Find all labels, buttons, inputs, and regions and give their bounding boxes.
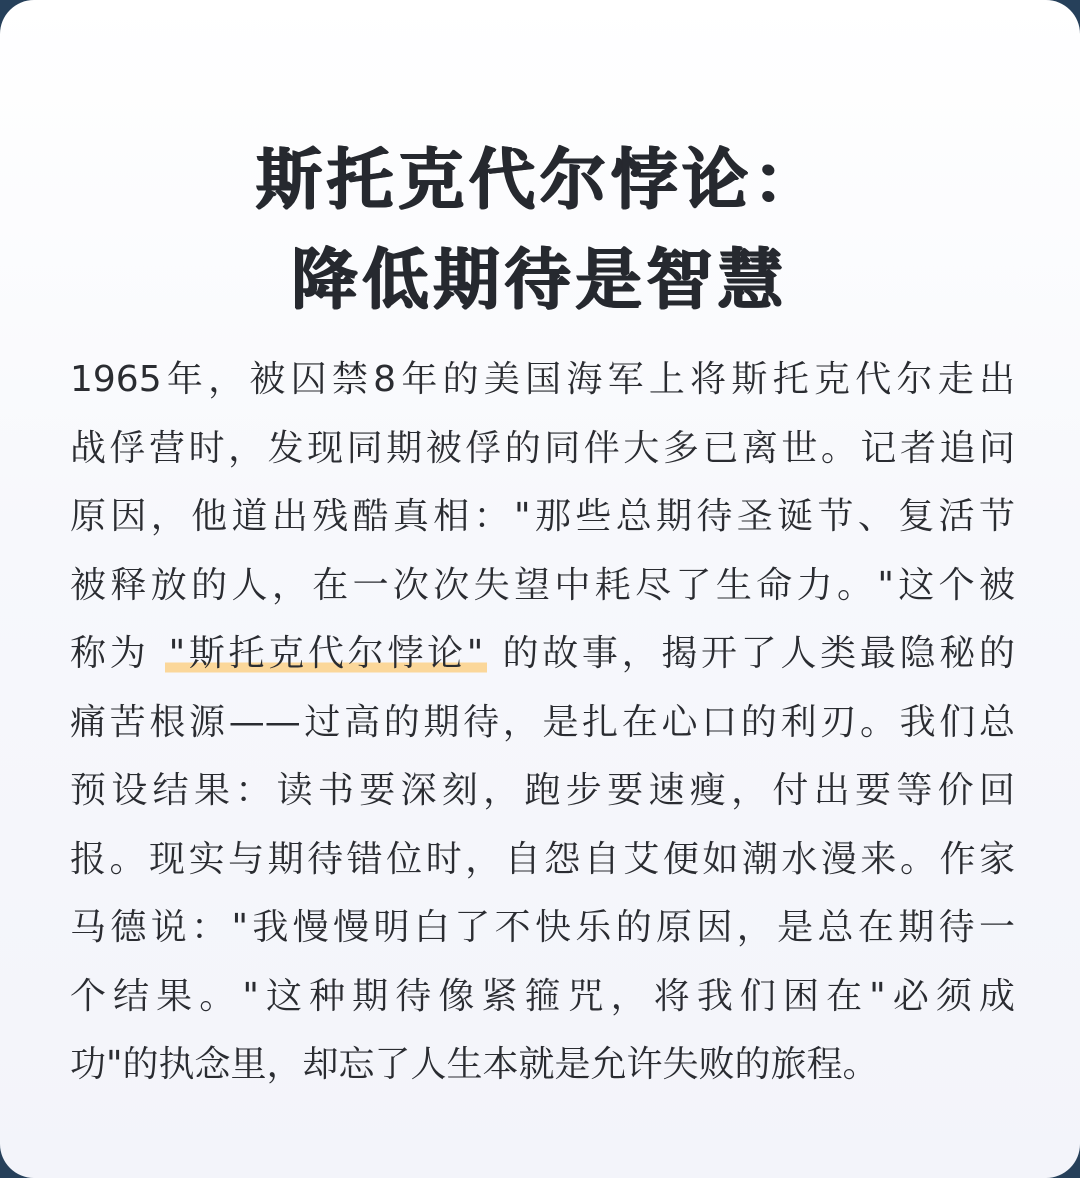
article-title: [0, 130, 1080, 330]
body-line-1: 1965年，被囚禁8年的美国海军上将斯托克代尔走出: [70, 359, 1015, 400]
body-line-4: 被释放的人，在一次次失望中耗尽了生命力。"这个被: [70, 564, 1015, 606]
title-line-2: 降低期待是智慧: [291, 241, 789, 319]
article-body: [70, 346, 1015, 1100]
body-line-3: 原因，他道出残酷真相："那些总期待圣诞节、复活节: [70, 496, 1015, 537]
body-line-5: [70, 620, 1015, 689]
body-line-8: 报。现实与期待错位时，自怨自艾便如潮水漫来。作家: [70, 838, 1015, 880]
body-line-5-suffix: 的故事，揭开了人类最隐秘的: [502, 633, 1015, 674]
body-line-10: 个结果。"这种期待像紧箍咒，将我们困在"必须成: [70, 975, 1015, 1017]
highlighted-term: "斯托克代尔悖论": [165, 633, 488, 674]
title-line-1: 斯托克代尔悖论：: [256, 141, 824, 219]
body-line-9: 马德说："我慢慢明白了不快乐的原因，是总在期待一: [70, 907, 1015, 948]
body-line-5-prefix: 称为: [70, 633, 150, 674]
body-line-11: 功"的执念里，却忘了人生本就是允许失败的旅程。: [70, 1044, 879, 1085]
body-line-6: 痛苦根源——过高的期待，是扎在心口的利刃。我们总: [70, 701, 1015, 743]
body-line-7: 预设结果：读书要深刻，跑步要速瘦，付出要等价回: [70, 770, 1015, 811]
body-line-2: 战俘营时，发现同期被俘的同伴大多已离世。记者追问: [70, 427, 1015, 469]
